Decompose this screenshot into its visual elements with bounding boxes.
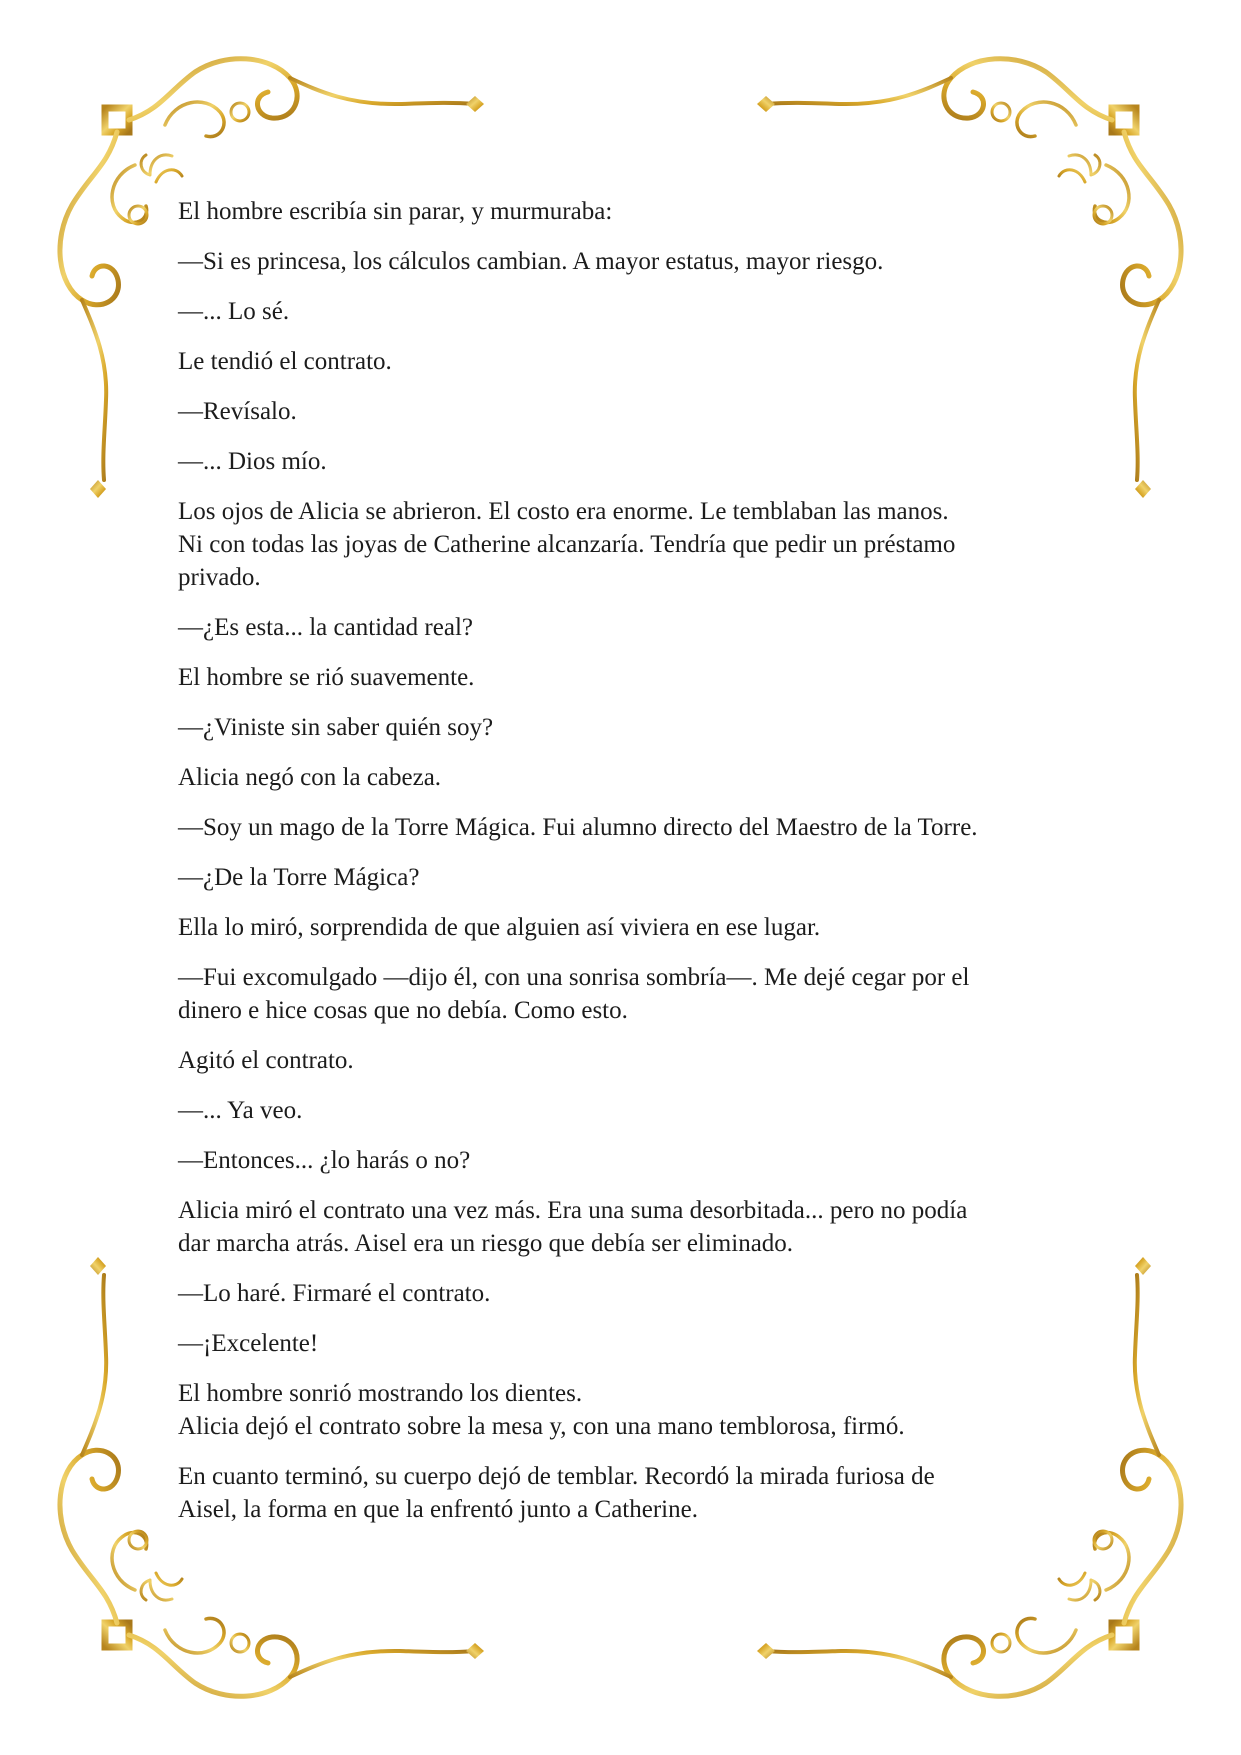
- paragraph: —... Lo sé.: [178, 298, 290, 325]
- paragraph: —... Dios mío.: [178, 448, 327, 475]
- paragraph: —¿Es esta... la cantidad real?: [178, 614, 473, 641]
- paragraph: Alicia miró el contrato una vez más. Era una suma desorbitada... pero no podía dar marcha atrás. Aisel era un riesgo que debía ser eliminado.: [178, 1197, 968, 1257]
- paragraph: —Si es princesa, los cálculos cambian. A mayor estatus, mayor riesgo.: [178, 248, 884, 275]
- paragraph: El hombre escribía sin parar, y murmuraba:: [178, 198, 613, 225]
- paragraph: Le tendió el contrato.: [178, 348, 392, 375]
- paragraph: Alicia negó con la cabeza.: [178, 764, 442, 791]
- paragraph: —¡Excelente!: [178, 1330, 319, 1357]
- paragraph: El hombre se rió suavemente.: [178, 664, 475, 691]
- paragraph: El hombre sonrió mostrando los dientes. Alicia dejó el contrato sobre la mesa y, con una mano temblorosa, firmó.: [178, 1380, 905, 1440]
- story-text: [178, 195, 1078, 1543]
- paragraph: —Lo haré. Firmaré el contrato.: [178, 1280, 491, 1307]
- paragraph: —... Ya veo.: [178, 1097, 303, 1124]
- paragraph: Ella lo miró, sorprendida de que alguien así viviera en ese lugar.: [178, 914, 821, 941]
- paragraph: —Revísalo.: [178, 398, 297, 425]
- paragraph: —¿Viniste sin saber quién soy?: [178, 714, 494, 741]
- paragraph: —¿De la Torre Mágica?: [178, 864, 420, 891]
- paragraph: —Soy un mago de la Torre Mágica. Fui alumno directo del Maestro de la Torre.: [178, 814, 978, 841]
- paragraph: En cuanto terminó, su cuerpo dejó de temblar. Recordó la mirada furiosa de Aisel, la forma en que la enfrentó junto a Catherine.: [178, 1463, 935, 1523]
- paragraph: Agitó el contrato.: [178, 1047, 354, 1074]
- paragraph: —Fui excomulgado —dijo él, con una sonrisa sombría—. Me dejé cegar por el dinero e hice cosas que no debía. Como esto.: [178, 964, 970, 1024]
- paragraph: Los ojos de Alicia se abrieron. El costo era enorme. Le temblaban las manos. Ni con todas las joyas de Catherine alcanzaría. Tendría que pedir un préstamo privado.: [178, 498, 956, 591]
- paragraph: —Entonces... ¿lo harás o no?: [178, 1147, 471, 1174]
